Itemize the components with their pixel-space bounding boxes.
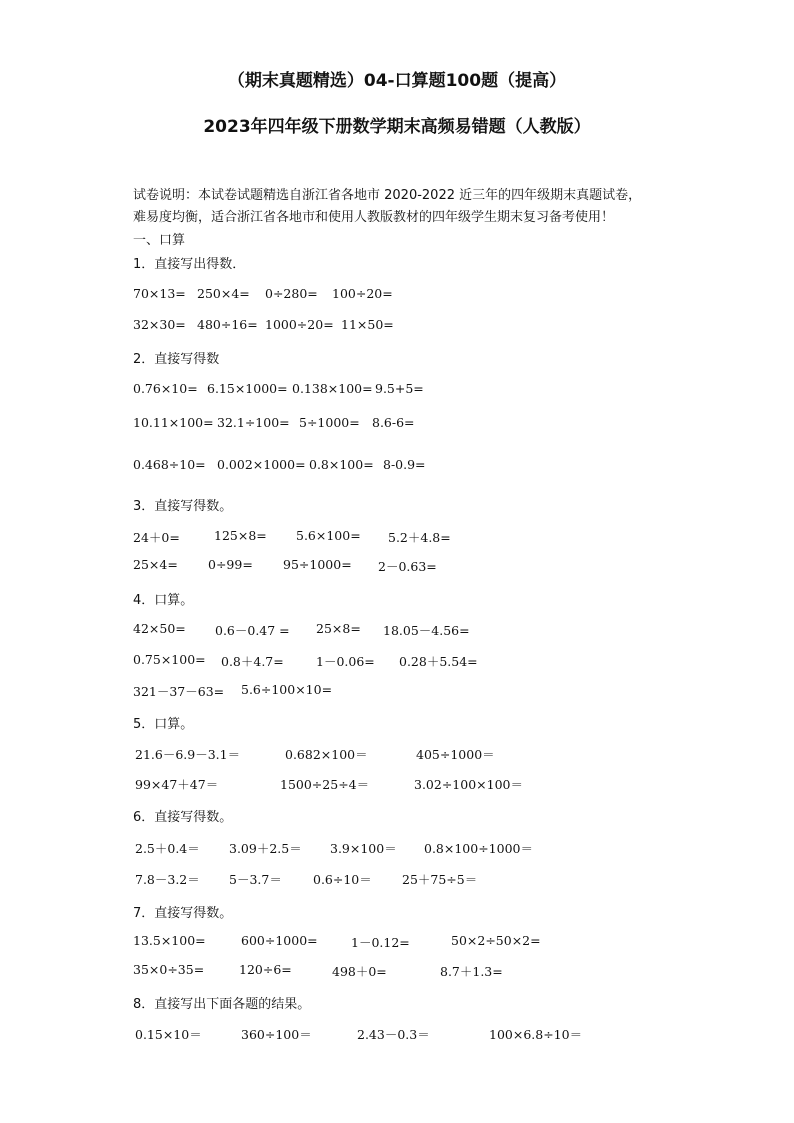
calc-item: 0.6－0.47 = — [215, 623, 290, 638]
calc-item: 24＋0= — [133, 530, 180, 545]
calc-item: 0÷99= — [208, 557, 253, 572]
calc-item: 0.15×10＝ — [135, 1027, 202, 1042]
calc-item: 100÷20= — [332, 286, 393, 301]
question-title: 3．直接写得数。 — [133, 499, 233, 514]
calc-item: 2－0.63= — [378, 559, 437, 574]
calc-item: 3.09＋2.5＝ — [229, 841, 302, 856]
calc-item: 0.468÷10= — [133, 457, 206, 472]
calc-item: 11×50= — [341, 317, 394, 332]
calc-item: 70×13= — [133, 286, 186, 301]
calc-item: 1－0.12= — [351, 935, 410, 950]
calc-item: 360÷100＝ — [241, 1027, 312, 1042]
calc-item: 0÷280= — [265, 286, 318, 301]
question-title: 2．直接写得数 — [133, 352, 220, 367]
calc-item: 2.43－0.3＝ — [357, 1027, 430, 1042]
calc-item: 321－37－63= — [133, 684, 225, 699]
intro-line-2: 难易度均衡，适合浙江省各地市和使用人教版教材的四年级学生期末复习备考使用！ — [133, 210, 615, 225]
calc-item: 35×0÷35= — [133, 962, 205, 977]
calc-item: 405÷1000＝ — [416, 747, 495, 762]
calc-item: 13.5×100= — [133, 933, 206, 948]
calc-item: 7.8－3.2＝ — [135, 872, 200, 887]
question-title: 6．直接写得数。 — [133, 810, 233, 825]
calc-item: 3.9×100＝ — [330, 841, 397, 856]
calc-item: 18.05－4.56= — [383, 623, 470, 638]
calc-item: 0.138×100= — [292, 381, 373, 396]
calc-item: 0.8×100÷1000＝ — [424, 841, 533, 856]
calc-item: 3.02÷100×100＝ — [414, 777, 523, 792]
calc-item: 6.15×1000= — [207, 381, 288, 396]
calc-item: 9.5+5= — [375, 381, 424, 396]
intro-line-1: 试卷说明：本试卷试题精选自浙江省各地市 2020-2022 近三年的四年级期末真题试卷， — [133, 188, 642, 203]
calc-item: 25×8= — [316, 621, 361, 636]
calc-item: 480÷16= — [197, 317, 258, 332]
calc-item: 600÷1000= — [241, 933, 318, 948]
calc-item: 0.8＋4.7= — [221, 654, 284, 669]
question-title: 8．直接写出下面各题的结果。 — [133, 997, 311, 1012]
question-title: 1．直接写出得数． — [133, 257, 246, 272]
title-line-1: （期末真题精选）04-口算题100题（提高） — [227, 71, 567, 91]
question-title: 5．口算。 — [133, 717, 194, 732]
calc-item: 1000÷20= — [265, 317, 334, 332]
calc-item: 8.6-6= — [372, 415, 415, 430]
calc-item: 8.7＋1.3= — [440, 964, 503, 979]
calc-item: 5－3.7＝ — [229, 872, 282, 887]
section-heading: 一、口算 — [133, 233, 186, 248]
calc-item: 498＋0= — [332, 964, 387, 979]
calc-item: 250×4= — [197, 286, 250, 301]
calc-item: 5.6÷100×10= — [241, 682, 333, 697]
calc-item: 0.76×10= — [133, 381, 198, 396]
calc-item: 5.6×100= — [296, 528, 361, 543]
calc-item: 0.6÷10＝ — [313, 872, 372, 887]
calc-item: 0.682×100＝ — [285, 747, 368, 762]
calc-item: 0.28＋5.54= — [399, 654, 478, 669]
calc-item: 99×47＋47＝ — [135, 777, 219, 792]
calc-item: 100×6.8÷10＝ — [489, 1027, 583, 1042]
calc-item: 0.8×100= — [309, 457, 374, 472]
calc-item: 1－0.06= — [316, 654, 375, 669]
calc-item: 0.75×100= — [133, 652, 206, 667]
calc-item: 125×8= — [214, 528, 267, 543]
calc-item: 50×2÷50×2= — [451, 933, 541, 948]
calc-item: 32×30= — [133, 317, 186, 332]
calc-item: 120÷6= — [239, 962, 292, 977]
calc-item: 5.2＋4.8= — [388, 530, 451, 545]
calc-item: 0.002×1000= — [217, 457, 306, 472]
calc-item: 8-0.9= — [383, 457, 426, 472]
calc-item: 1500÷25÷4＝ — [280, 777, 370, 792]
calc-item: 2.5＋0.4＝ — [135, 841, 200, 856]
calc-item: 10.11×100= — [133, 415, 214, 430]
calc-item: 42×50= — [133, 621, 186, 636]
calc-item: 5÷1000= — [299, 415, 360, 430]
title-line-2: 2023年四年级下册数学期末高频易错题（人教版） — [203, 117, 591, 137]
calc-item: 32.1÷100= — [217, 415, 290, 430]
calc-item: 95÷1000= — [283, 557, 352, 572]
calc-item: 25×4= — [133, 557, 178, 572]
calc-item: 21.6－6.9－3.1＝ — [135, 747, 241, 762]
calc-item: 25＋75÷5＝ — [402, 872, 478, 887]
question-title: 4．口算。 — [133, 593, 194, 608]
question-title: 7．直接写得数。 — [133, 906, 233, 921]
